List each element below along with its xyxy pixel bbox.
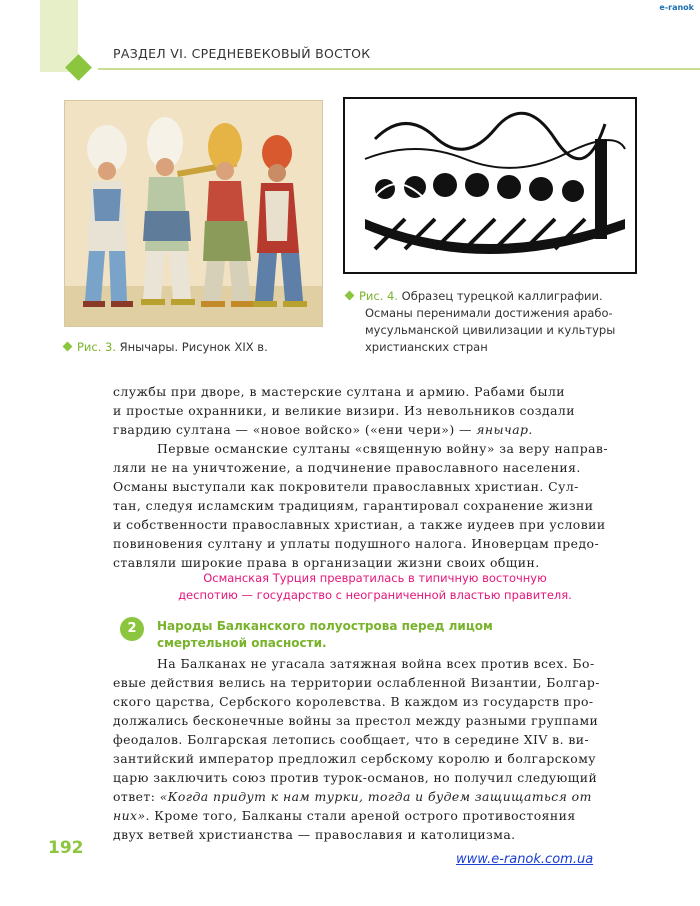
figure-calligraphy-image — [343, 97, 637, 274]
key-statement: Османская Турция превратилась в типичную восточную деспотию — государство с неограниченной властью правителя. — [178, 571, 572, 602]
section-header: РАЗДЕЛ VI. СРЕДНЕВЕКОВЫЙ ВОСТОК — [113, 46, 371, 61]
paragraph-3: На Балканах не угасала затяжная война всех против всех. Бо- евые действия велись на территории ослабленной Византии, Болгар- ского царства, Сербского королевства. В каждом из государств про- должались бесконечные войны за престол между разными группами феодалов. Болгарская летопись сообщает, что в середине XIV в. ви- зантийский император предложил сербскому королю и болгарскому царю заключить союз против турок-османов, но получил следующий ответ: «Когда придут к нам турки, тогда и будем защищаться от них». Кроме того, Балканы стали ареной острого противостояния двух ветвей христианства — православия и католицизма. — [113, 656, 600, 842]
figure3-caption: Рис. 3. Янычары. Рисунок XIX в. — [64, 339, 268, 356]
page-number: 192 — [48, 838, 84, 858]
paragraph-2: Первые османские султаны «священную войну» за веру направ- ляли не на уничтожение, а подчинение православного населения. Османы выступали как покровители православных христиан. Сул- тан, следуя исламским традициям, гарантировал сохранение жизни и собственности православных христиан, а также иудеев при условии повиновения султану и уплаты подушного налога. Иноверцам предо- ставляли широкие права в организации жизни своих общин. — [113, 441, 608, 570]
website-link[interactable]: www.e-ranok.com.ua — [456, 852, 594, 867]
section-number-badge: 2 — [120, 617, 144, 641]
section-title: Народы Балканского полуострова перед лицом смертельной опасности. — [157, 619, 493, 650]
figure4-caption: Рис. 4. Образец турецкой каллиграфии. Османы перенимали достижения арабо- мусульманской цивилизации и культуры христианских стран — [346, 288, 646, 356]
header-rule — [98, 68, 700, 70]
figure-janissaries-image — [64, 100, 323, 327]
caption-diamond-icon — [345, 291, 355, 301]
caption-diamond-icon — [63, 342, 73, 352]
paragraph-1: службы при дворе, в мастерские султана и армию. Рабами были и простые охранники, и великие визири. Из невольников создали гвардию султана — «новое войско» («ени чери») — янычар. — [113, 384, 575, 437]
publisher-logo: e-ranok — [659, 3, 694, 12]
